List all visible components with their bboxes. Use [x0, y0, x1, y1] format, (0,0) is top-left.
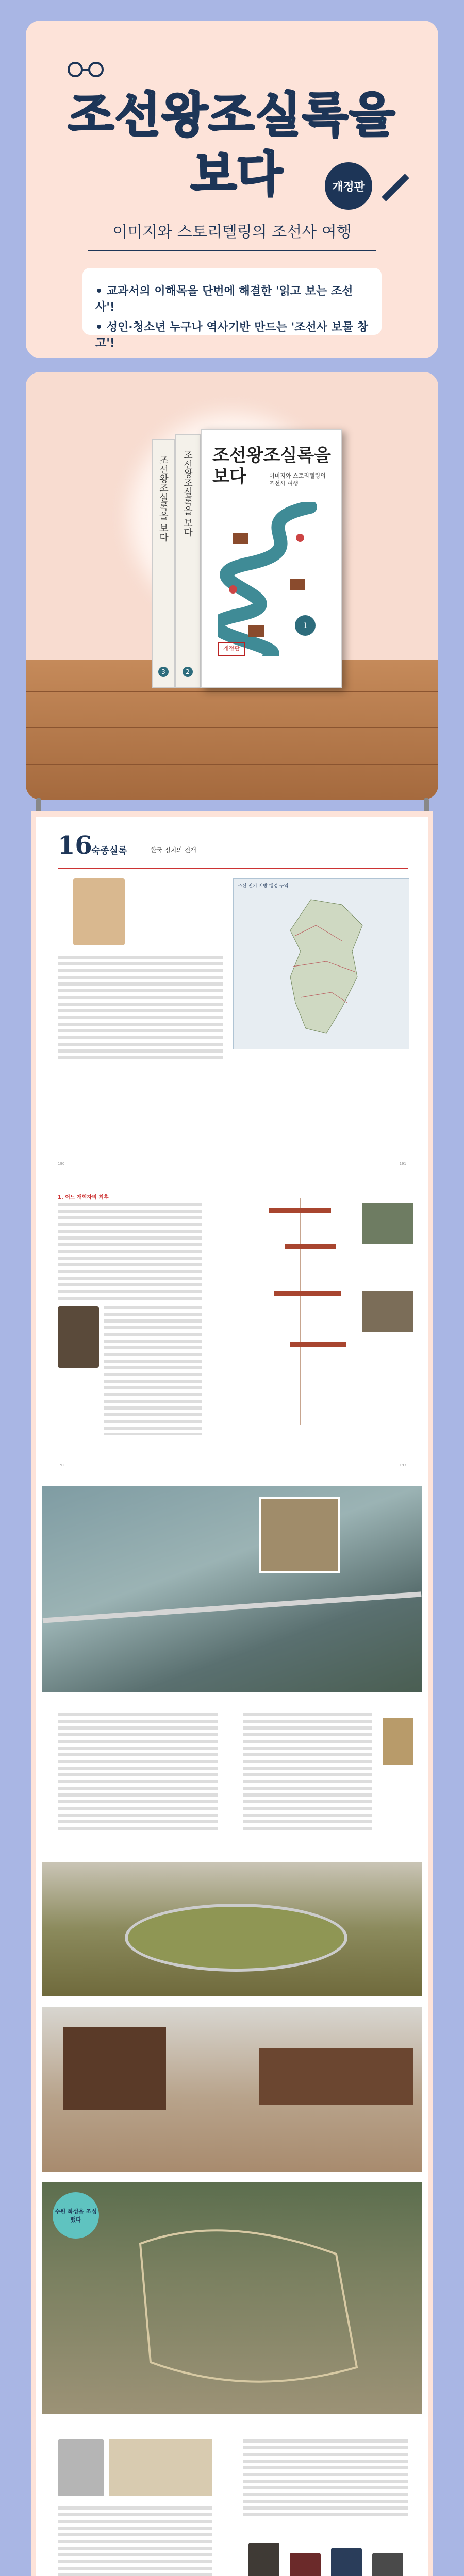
chapter-title: 숙종실록	[91, 845, 127, 856]
book-spine	[175, 434, 201, 688]
palace-photo	[42, 2007, 422, 2172]
edition-badge: 개정판	[325, 162, 372, 210]
book-hero-panel	[26, 372, 438, 800]
body-text	[104, 1306, 202, 1435]
spine-title: 조선왕조실록을 보다	[158, 455, 169, 542]
volume-number: 1	[303, 622, 308, 630]
timeline-node	[269, 1208, 331, 1213]
figure	[372, 2553, 403, 2576]
page-spread-4	[42, 2429, 422, 2576]
photo	[362, 1203, 413, 1244]
timeline-node	[285, 1244, 336, 1249]
body-text	[58, 1203, 202, 1301]
page-number: 192	[58, 1463, 65, 1467]
royal-tomb-photo	[42, 1862, 422, 1996]
book-spine	[152, 439, 175, 688]
suwon-caption: 수원 화성을 조성했다	[53, 2192, 99, 2239]
volume-number: 3	[158, 667, 169, 677]
divider	[88, 250, 376, 251]
cover-subtitle: 이미지와 스토리텔링의 조선사 여행	[269, 472, 326, 487]
figure	[331, 2548, 362, 2576]
main-title-line1: 조선왕조실록을	[68, 88, 396, 143]
body-text	[58, 956, 223, 1059]
figure-illustration	[73, 878, 125, 945]
map-shape	[264, 894, 378, 1044]
title-panel	[26, 21, 438, 358]
river-illustration	[218, 502, 326, 656]
page-number: 193	[399, 1463, 406, 1467]
figure	[290, 2553, 321, 2576]
spine-title: 조선왕조실록을 보다	[182, 450, 193, 537]
body-text	[243, 2439, 408, 2517]
body-text	[243, 1713, 372, 1832]
map-korea	[233, 878, 409, 1049]
page-spread-3	[42, 1703, 422, 1857]
photo	[383, 1718, 413, 1765]
document-photo	[109, 2439, 212, 2496]
bullet-item: • 성인·청소년 누구나 역사기반 만드는 '조선사 보물 창고'!	[95, 318, 369, 350]
bullet-item: • 교과서의 이해목을 단번에 해결한 '읽고 보는 조선사'!	[95, 282, 369, 314]
page-spread-2	[42, 1188, 422, 1476]
aerial-river-photo	[42, 1486, 422, 1692]
chapter-number: 16	[58, 831, 92, 860]
body-text	[58, 2506, 212, 2576]
page-spread-1	[42, 822, 422, 1172]
portrait	[58, 2439, 104, 2496]
figure	[248, 2543, 279, 2576]
inset-map	[259, 1497, 340, 1573]
timeline-node	[274, 1291, 341, 1296]
volume-number: 2	[183, 667, 193, 677]
timeline-line	[300, 1198, 301, 1425]
body-text	[58, 1713, 218, 1832]
pencil-icon	[382, 174, 409, 201]
cover-title: 조선왕조실록을 보다	[212, 445, 331, 487]
edition-stamp: 개정판	[218, 642, 245, 656]
book-stack	[152, 429, 338, 686]
portrait	[58, 1306, 99, 1368]
inner-pages-preview	[31, 811, 433, 2576]
map-title: 조선 전기 지방 행정 구역	[238, 884, 289, 889]
subtitle: 이미지와 스토리텔링의 조선사 여행	[112, 223, 352, 241]
photo	[362, 1291, 413, 1332]
book-cover	[201, 429, 342, 688]
page-number: 190	[58, 1162, 65, 1166]
glasses-icon	[66, 61, 107, 78]
page-number: 191	[399, 1162, 406, 1166]
timeline-node	[290, 1342, 346, 1347]
chapter-desc: 환국 정치의 전개	[151, 846, 196, 854]
main-title-line2: 보다	[191, 147, 283, 202]
bullet-box	[82, 268, 382, 350]
suwon-aerial-photo	[42, 2182, 422, 2414]
section-heading: 1. 어느 개혁자의 최후	[58, 1195, 109, 1200]
